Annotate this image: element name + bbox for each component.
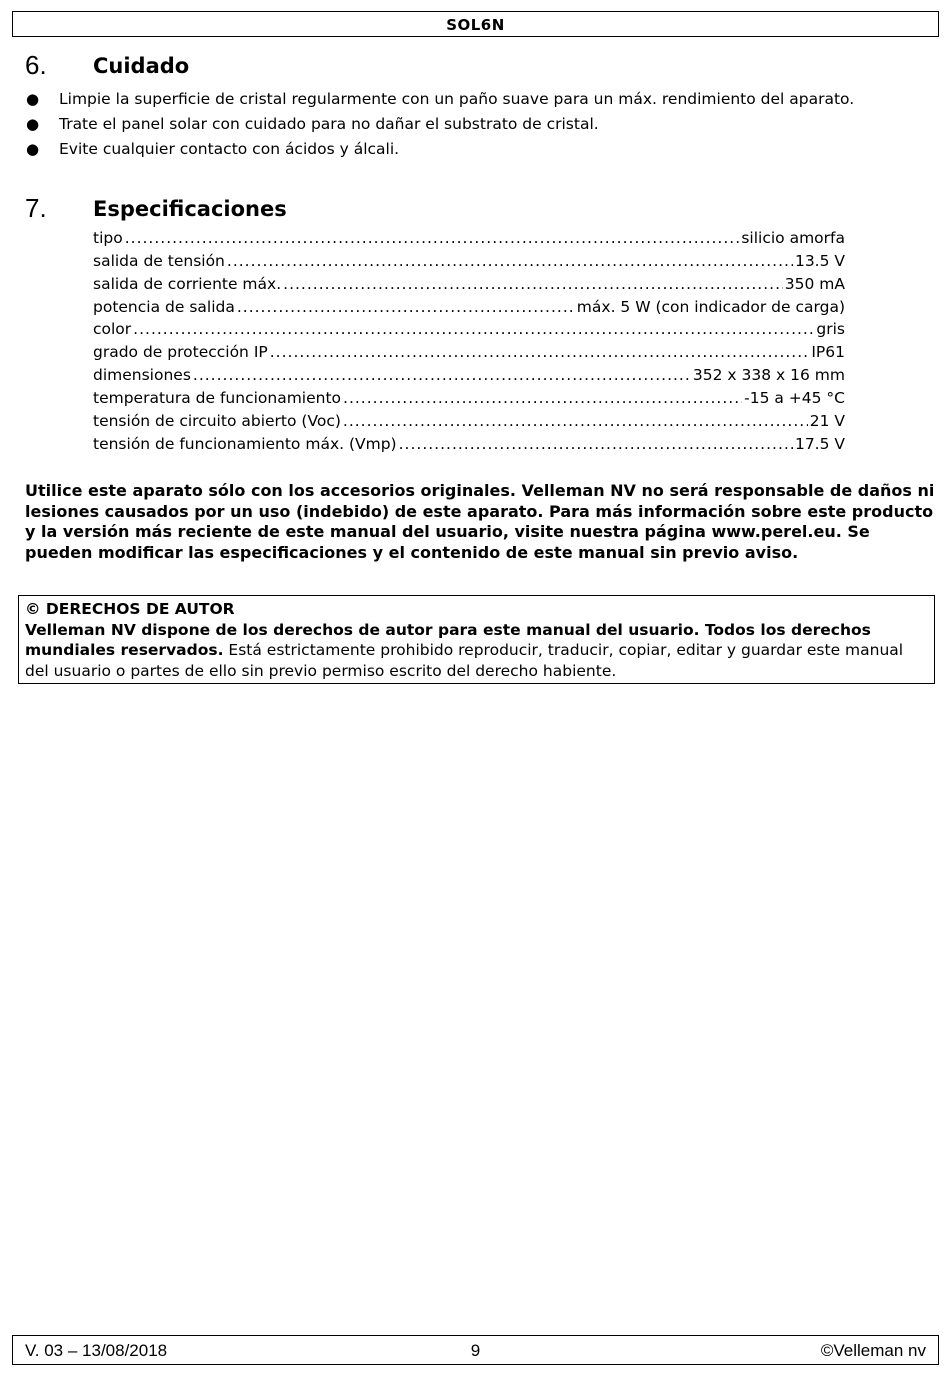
specifications-table: [93, 229, 845, 457]
care-bullet-list: [26, 89, 906, 164]
copyright-heading: © DERECHOS DE AUTOR: [25, 600, 235, 618]
footer-page-number: 9: [470, 1341, 481, 1360]
care-bullet-2: [26, 114, 906, 135]
bullet-icon: ●: [26, 115, 40, 133]
section-7-number: 7.: [25, 193, 47, 223]
bullet-icon: ●: [26, 140, 40, 158]
dot-leader: [237, 298, 575, 316]
spec-row-max-current: [93, 275, 845, 298]
spec-row-operating-temperature: [93, 389, 845, 412]
dot-leader: [193, 366, 691, 384]
spec-label: potencia de salida: [93, 297, 235, 316]
care-bullet-3: [26, 139, 906, 160]
spec-value: 21 V: [809, 411, 845, 430]
spec-row-voltage-output: [93, 252, 845, 275]
care-bullet-1: [26, 89, 906, 110]
spec-row-max-operating-voltage: [93, 435, 845, 458]
spec-row-dimensions: [93, 366, 845, 389]
copyright-normal-text: Está estrictamente prohibido reproducir, traducir, copiar, editar y guardar este manual del usuario o partes de ello sin previo permiso escrito del derecho habiente.: [25, 641, 904, 680]
care-bullet-text: Trate el panel solar con cuidado para no dañar el substrato de cristal.: [59, 115, 599, 133]
spec-value: máx. 5 W (con indicador de carga): [576, 297, 845, 316]
spec-label: tensión de funcionamiento máx. (Vmp): [93, 434, 397, 453]
usage-notice: Utilice este aparato sólo con los accesorios originales. Velleman NV no será responsable de daños ni lesiones causados por un uso (indebido) de este aparato. Para más información sobre este producto y la versión más reciente de este manual del usuario, visite nuestra página www.perel.eu. Se pueden modificar las especificaciones y el contenido de este manual sin previo aviso.: [25, 481, 935, 562]
header-title: SOL6N: [12, 11, 939, 37]
spec-label: grado de protección IP: [93, 343, 268, 362]
bullet-icon: ●: [26, 90, 40, 108]
care-bullet-text: Evite cualquier contacto con ácidos y álcali.: [59, 140, 400, 158]
dot-leader: [283, 275, 783, 293]
spec-value: -15 a +45 °C: [744, 388, 845, 407]
dot-leader: [343, 389, 742, 407]
spec-value: silicio amorfa: [741, 229, 845, 247]
page-footer: [12, 1335, 939, 1365]
dot-leader: [125, 229, 740, 247]
spec-value: gris: [816, 320, 845, 339]
dot-leader: [270, 343, 810, 361]
care-bullet-text: Limpie la superficie de cristal regularmente con un paño suave para un máx. rendimiento del aparato.: [59, 90, 855, 108]
copyright-bold-text: Velleman NV dispone de los derechos de autor para este manual del usuario. Todos los derechos mundiales reservados.: [25, 620, 871, 660]
spec-row-color: [93, 320, 845, 343]
footer-company: ©Velleman nv: [820, 1341, 926, 1360]
section-6-title: Cuidado: [93, 54, 190, 78]
spec-value: 13.5 V: [794, 251, 845, 270]
spec-value: 17.5 V: [794, 434, 845, 453]
dot-leader: [399, 435, 793, 453]
spec-value: 350 mA: [784, 274, 845, 293]
copyright-box: [18, 595, 935, 684]
spec-value: IP61: [811, 343, 845, 362]
copyright-body: [25, 620, 928, 682]
section-7-title: Especificaciones: [93, 197, 287, 221]
spec-label: salida de tensión: [93, 251, 225, 270]
footer-version: V. 03 – 13/08/2018: [25, 1341, 168, 1360]
spec-label: dimensiones: [93, 366, 191, 385]
spec-row-open-circuit-voltage: [93, 412, 845, 435]
spec-row-power-output: [93, 298, 845, 321]
dot-leader: [343, 412, 808, 430]
spec-row-type: [93, 229, 845, 252]
section-6-number: 6.: [25, 50, 47, 80]
spec-label: tipo: [93, 229, 123, 247]
dot-leader: [227, 252, 793, 270]
spec-label: temperatura de funcionamiento: [93, 388, 342, 407]
spec-label: color: [93, 320, 132, 339]
spec-label: salida de corriente máx.: [93, 274, 282, 293]
dot-leader: [133, 320, 814, 338]
spec-label: tensión de circuito abierto (Voc): [93, 411, 341, 430]
spec-row-ip-rating: [93, 343, 845, 366]
spec-value: 352 x 338 x 16 mm: [692, 366, 845, 385]
